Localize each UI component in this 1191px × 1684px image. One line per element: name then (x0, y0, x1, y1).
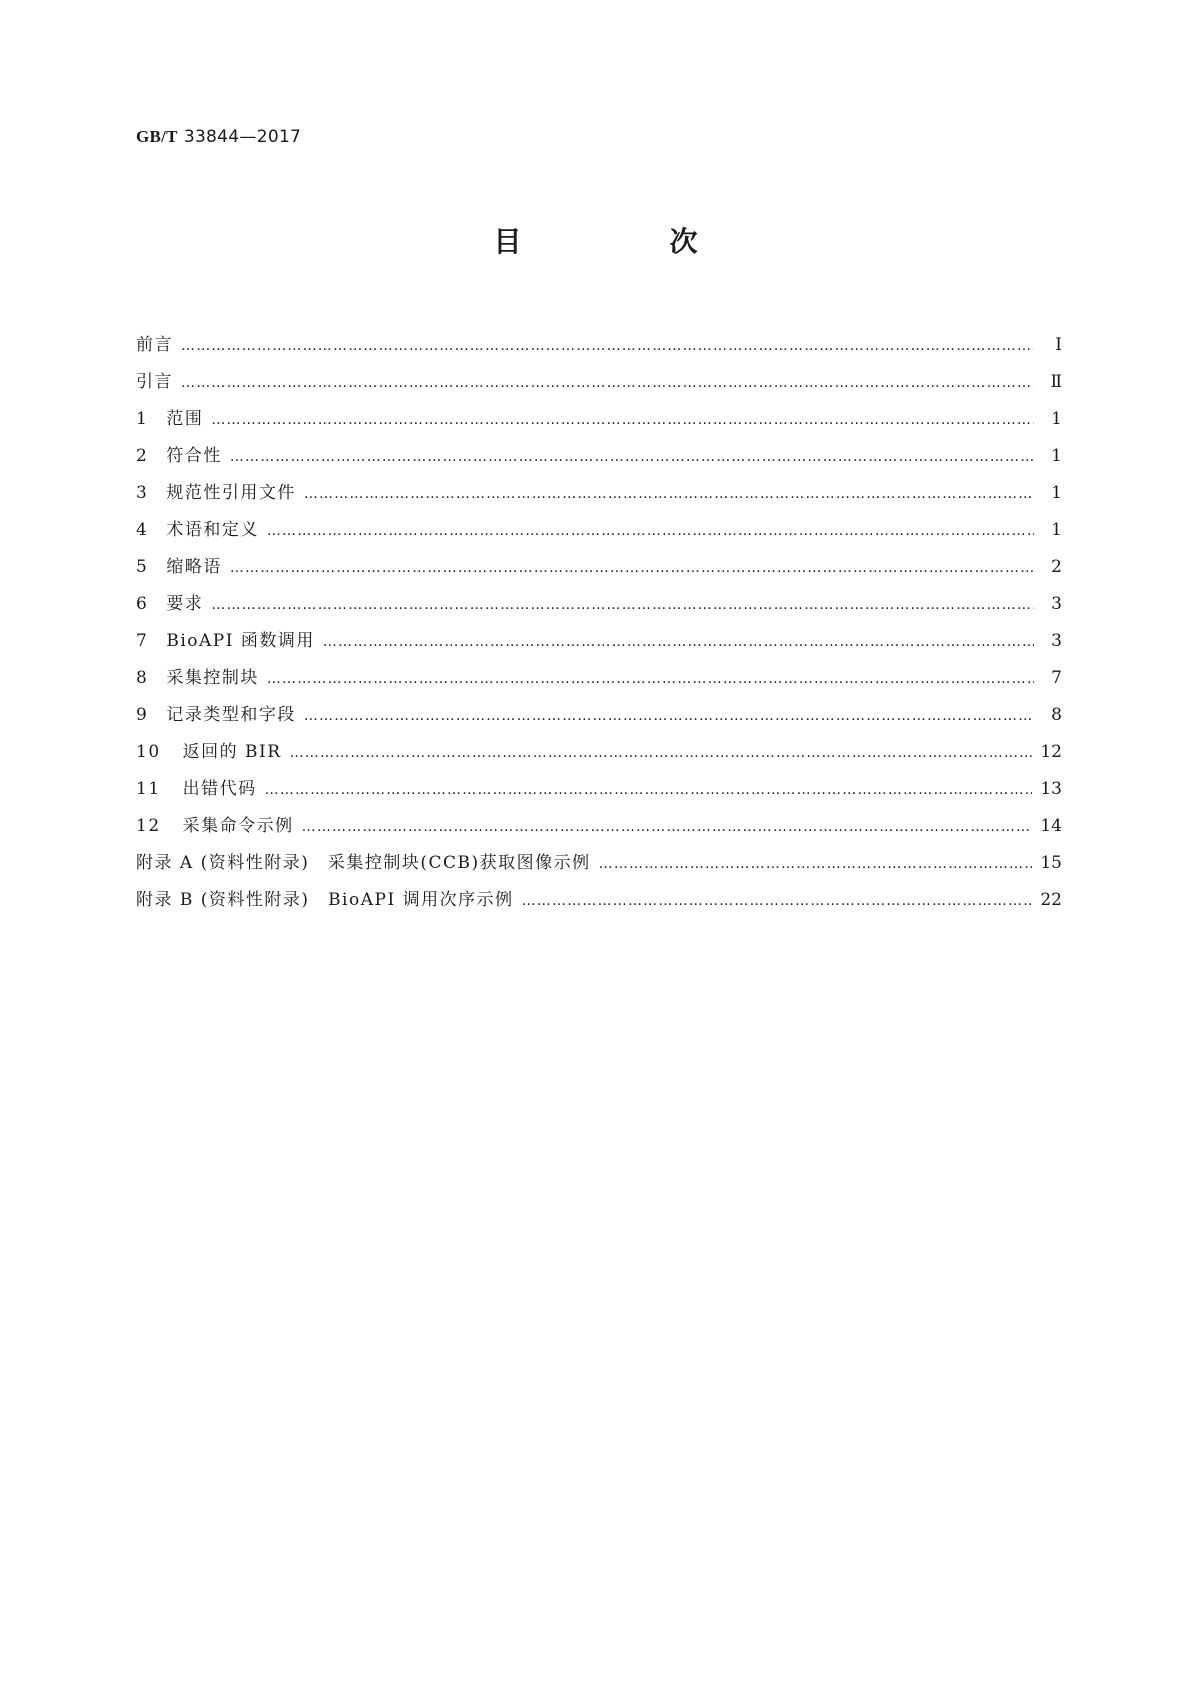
toc-entry-title: 缩略语 (166, 557, 222, 577)
toc-entry[interactable] (136, 774, 1062, 811)
toc-entry-page: 3 (1051, 594, 1062, 614)
dot-leader (599, 856, 1033, 872)
dot-leader (522, 893, 1033, 909)
toc-entry-number: 9 (136, 705, 149, 725)
dot-leader (290, 745, 1033, 761)
toc-entry-number: 1 (136, 409, 149, 429)
dot-leader (267, 671, 1034, 687)
toc-entry-page: 3 (1051, 631, 1062, 651)
toc-entry-number: 5 (136, 557, 149, 577)
toc-entry-page: 1 (1051, 409, 1062, 429)
table-of-contents (136, 330, 1062, 922)
toc-entry-title: 前言 (136, 335, 173, 355)
toc-entry-title: 规范性引用文件 (166, 483, 296, 503)
toc-entry-title: 采集命令示例 (182, 816, 294, 836)
toc-entry-title: BioAPI 函数调用 (166, 631, 315, 651)
toc-entry-label (136, 441, 222, 466)
toc-entry-page: 12 (1040, 742, 1062, 762)
toc-entry-label (136, 330, 173, 355)
toc-entry-page: 1 (1051, 520, 1062, 540)
standard-number: 33844—2017 (183, 127, 302, 147)
toc-entry-title: 记录类型和字段 (166, 705, 296, 725)
dot-leader (323, 634, 1034, 650)
toc-entry-label (136, 589, 203, 614)
toc-entry-label (136, 885, 514, 910)
toc-entry-label (136, 367, 173, 392)
document-code (136, 127, 301, 147)
toc-entry-label (136, 552, 222, 577)
toc-entry-number: 2 (136, 446, 149, 466)
dot-leader (230, 449, 1034, 465)
toc-entry-page: 8 (1051, 705, 1062, 725)
toc-entry[interactable] (136, 441, 1062, 478)
dot-leader (304, 708, 1034, 724)
dot-leader (211, 597, 1034, 613)
toc-entry-page: 22 (1040, 890, 1062, 910)
toc-entry-title: 要求 (166, 594, 204, 614)
toc-entry-number: 10 (136, 742, 161, 762)
toc-entry-label (136, 737, 282, 762)
page-title: 目 次 (493, 225, 758, 258)
toc-entry-label (136, 515, 259, 540)
toc-entry-page: 1 (1051, 483, 1062, 503)
toc-entry-page: 1 (1051, 446, 1062, 466)
toc-entry-page: Ⅱ (1050, 372, 1062, 392)
toc-entry-title: 出错代码 (182, 779, 257, 799)
toc-entry-number: 6 (136, 594, 149, 614)
toc-entry-page: 15 (1040, 853, 1062, 873)
toc-entry-label (136, 774, 257, 799)
toc-entry-title: 范围 (166, 409, 204, 429)
toc-entry-number: 12 (136, 816, 161, 836)
toc-entry[interactable] (136, 478, 1062, 515)
toc-entry-title: 附录 A (资料性附录) 采集控制块(CCB)获取图像示例 (136, 853, 591, 873)
toc-entry-page: 7 (1051, 668, 1062, 688)
toc-entry-number: 7 (136, 631, 149, 651)
toc-entry-title: 返回的 BIR (182, 742, 282, 762)
toc-entry[interactable] (136, 885, 1062, 922)
toc-entry[interactable] (136, 330, 1062, 367)
toc-entry-label (136, 663, 259, 688)
toc-entry[interactable] (136, 700, 1062, 737)
toc-entry-title: 符合性 (166, 446, 222, 466)
dot-leader (267, 523, 1034, 539)
toc-entry-page: 2 (1051, 557, 1062, 577)
toc-entry[interactable] (136, 811, 1062, 848)
toc-entry[interactable] (136, 663, 1062, 700)
toc-entry[interactable] (136, 589, 1062, 626)
toc-entry[interactable] (136, 367, 1062, 404)
toc-entry-page: 13 (1040, 779, 1062, 799)
toc-entry-title: 引言 (136, 372, 173, 392)
toc-entry-number: 8 (136, 668, 149, 688)
toc-entry-page: 14 (1040, 816, 1062, 836)
dot-leader (265, 782, 1033, 798)
standard-prefix: GB/T (136, 127, 178, 146)
toc-entry[interactable] (136, 552, 1062, 589)
toc-entry[interactable] (136, 626, 1062, 663)
toc-entry-label (136, 811, 294, 836)
toc-entry-label (136, 404, 203, 429)
toc-entry[interactable] (136, 404, 1062, 441)
toc-entry-label (136, 626, 315, 651)
toc-entry[interactable] (136, 848, 1062, 885)
toc-entry-title: 采集控制块 (166, 668, 259, 688)
toc-entry-title: 附录 B (资料性附录) BioAPI 调用次序示例 (136, 890, 514, 910)
toc-entry-label (136, 700, 296, 725)
toc-entry-number: 4 (136, 520, 149, 540)
dot-leader (181, 338, 1034, 354)
dot-leader (181, 375, 1034, 391)
toc-entry-number: 11 (136, 779, 161, 799)
dot-leader (230, 560, 1034, 576)
toc-entry-title: 术语和定义 (166, 520, 259, 540)
toc-entry[interactable] (136, 737, 1062, 774)
toc-entry-label (136, 478, 296, 503)
dot-leader (211, 412, 1034, 428)
dot-leader (302, 819, 1033, 835)
toc-entry-number: 3 (136, 483, 149, 503)
toc-entry-label (136, 848, 591, 873)
dot-leader (304, 486, 1034, 502)
toc-entry[interactable] (136, 515, 1062, 552)
toc-entry-page: Ⅰ (1055, 335, 1062, 355)
